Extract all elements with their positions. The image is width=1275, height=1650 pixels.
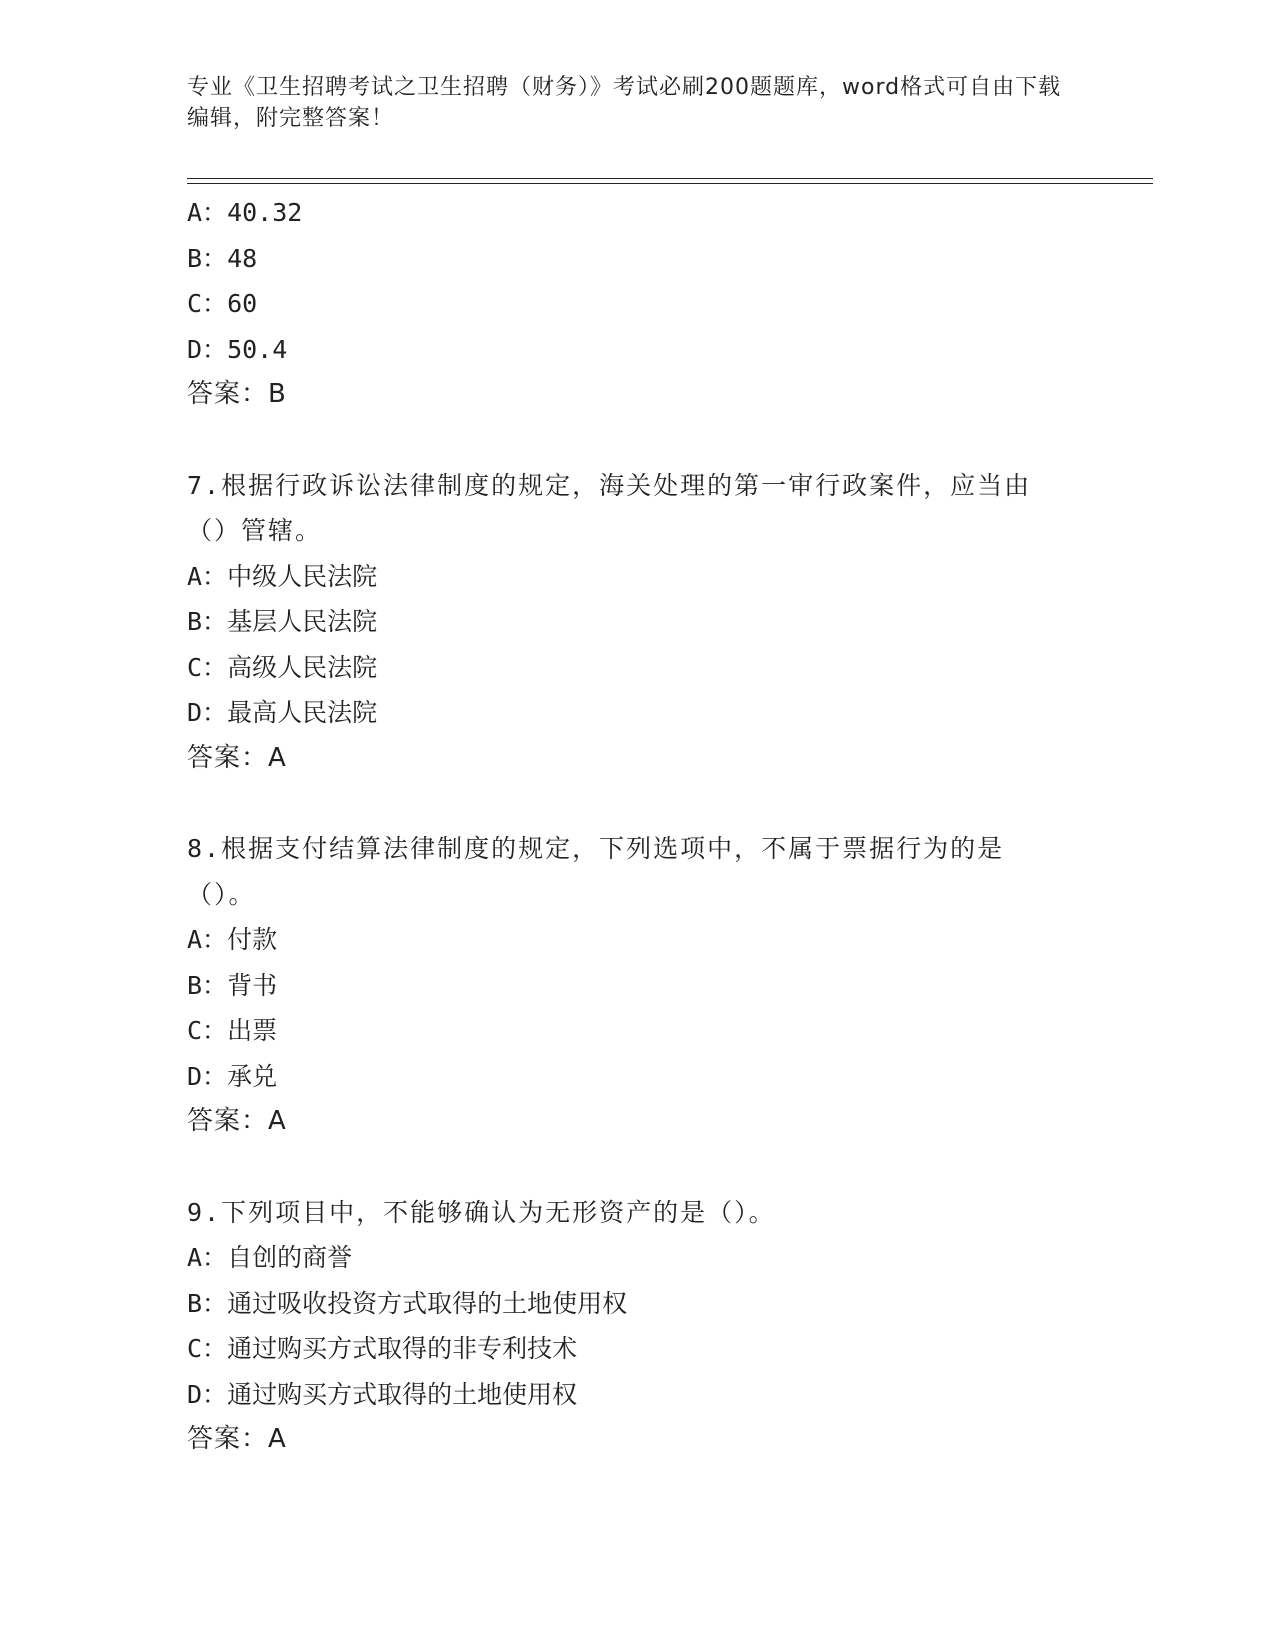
option-b [187,599,1067,645]
option-label: B： [187,607,228,636]
option-text: 背书 [227,970,278,1000]
option-a [187,554,1067,600]
option-text: 高级人民法院 [227,652,378,682]
answer-value: B [268,379,287,409]
option-b [187,1281,1067,1327]
question-block-7 [187,463,1067,782]
option-d [187,327,1067,373]
question-block-9 [187,1190,1067,1463]
document-header: 专业《卫生招聘考试之卫生招聘（财务）》考试必刷200题题库，word格式可自由下载编辑，附完整答案！ [187,75,1062,131]
option-text: 自创的商誉 [227,1243,353,1272]
option-label: A： [187,561,228,591]
option-label: B： [187,1288,228,1318]
option-d [187,1054,1067,1100]
option-label: C： [187,1016,228,1045]
option-text: 最高人民法院 [227,698,378,727]
spacer [187,1145,1067,1190]
option-a [187,917,1067,963]
option-c [187,1326,1067,1372]
answer-prefix: 答案： [187,742,269,773]
option-label: A： [187,925,228,954]
option-label: D： [187,1379,228,1409]
option-label: C： [187,289,228,318]
answer-line [187,1417,1067,1463]
option-label: B： [187,243,228,273]
answer-value: A [268,742,287,773]
option-text: 60 [227,289,258,318]
option-text: 付款 [227,925,278,954]
option-d [187,690,1067,736]
question-stem: 8.根据支付结算法律制度的规定，下列选项中，不属于票据行为的是（）。 [187,834,1005,909]
answer-prefix: 答案： [187,1424,269,1454]
question-list [187,190,1067,1463]
header-rule-top [187,178,1153,179]
option-c [187,645,1067,691]
option-text: 承兑 [227,1061,278,1091]
answer-value: A [268,1424,287,1454]
option-b [187,236,1067,282]
option-d [187,1372,1067,1418]
option-c [187,281,1067,327]
question-block-continued [187,190,1067,418]
option-label: D： [187,698,228,727]
option-text: 通过吸收投资方式取得的土地使用权 [227,1288,628,1318]
option-b [187,963,1067,1009]
option-label: D： [187,1061,228,1091]
spacer [187,781,1067,826]
question-stem: 9.下列项目中，不能够确认为无形资产的是（）。 [187,1197,776,1227]
spacer [187,418,1067,463]
option-text: 50.4 [227,334,288,364]
option-label: D： [187,334,228,364]
option-label: B： [187,970,228,1000]
option-a [187,190,1067,236]
answer-line [187,1099,1067,1145]
option-c [187,1008,1067,1054]
header-rule-bottom [187,183,1153,184]
answer-prefix: 答案： [187,379,269,409]
option-a [187,1235,1067,1281]
option-text: 出票 [227,1016,278,1045]
option-text: 48 [227,243,258,273]
option-label: C： [187,1334,228,1363]
option-label: C： [187,652,228,682]
answer-prefix: 答案： [187,1106,269,1136]
answer-value: A [268,1106,287,1136]
question-stem: 7.根据行政诉讼法律制度的规定，海关处理的第一审行政案件，应当由（）管辖。 [187,470,1032,545]
option-text: 40.32 [227,198,303,227]
option-label: A： [187,1243,228,1272]
option-text: 中级人民法院 [227,561,378,591]
question-block-8 [187,826,1067,1145]
option-text: 通过购买方式取得的非专利技术 [227,1334,578,1363]
answer-line [187,736,1067,782]
option-text: 基层人民法院 [227,607,378,636]
option-label: A： [187,198,228,227]
option-text: 通过购买方式取得的土地使用权 [227,1379,578,1409]
answer-line [187,372,1067,418]
